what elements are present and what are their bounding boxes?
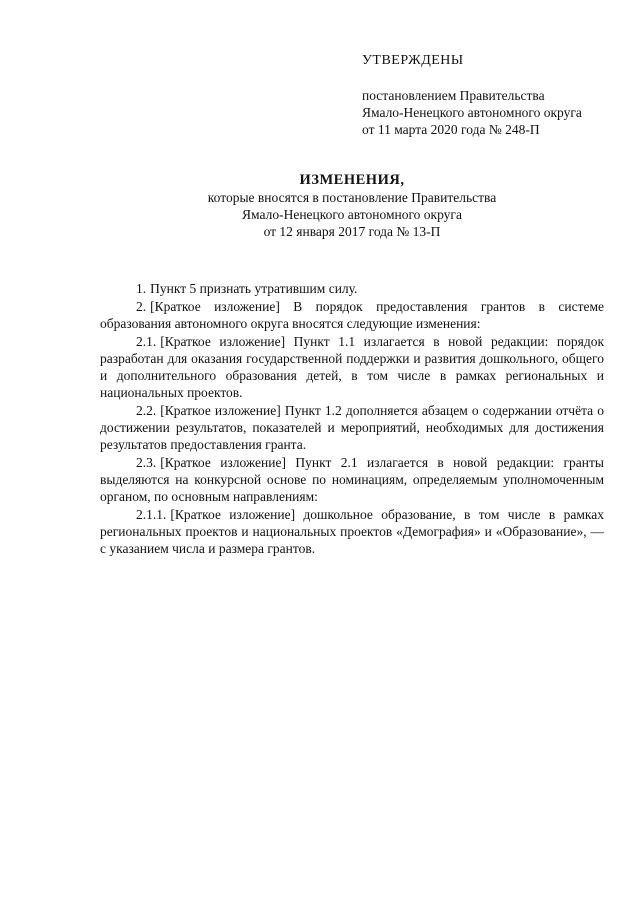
list-item [100, 333, 604, 401]
document-body [100, 280, 604, 557]
item-text: [Краткое изложение] Пункт 1.2 дополняется абзацем о содержании отчёта о достижении результатов, показателей и мероприятий, необходимых для достижения результатов предоставления гранта. [100, 403, 604, 452]
item-number: 2.3. [136, 455, 157, 470]
item-number: 2.1. [136, 334, 157, 349]
approval-block [362, 52, 602, 138]
document-heading [100, 172, 604, 240]
approval-line: Ямало-Ненецкого автономного округа [362, 105, 582, 120]
heading-line: которые вносятся в постановление Правительства [207, 190, 497, 205]
approval-line: от 11 марта 2020 года № 248-П [362, 122, 540, 137]
list-item [100, 280, 604, 297]
item-text: [Краткое изложение] Пункт 1.1 излагается в новой редакции: порядок разработан для оказания государственной поддержки и развития дошкольного, общего и дополнительного образования детей, в том числе в рамках региональных и национальных проектов. [100, 334, 604, 400]
item-number: 2.1.1. [136, 507, 167, 522]
item-text: [Краткое изложение] Пункт 2.1 излагается в новой редакции: гранты выделяются на конкурсной основе по номинациям, определяемым уполномоченным органом, по основным направлениям: [100, 455, 604, 504]
list-item [100, 298, 604, 332]
item-number: 1. [136, 281, 147, 296]
item-text: Пункт 5 признать утратившим силу. [150, 281, 358, 296]
item-text: [Краткое изложение] дошкольное образование, в том числе в рамках региональных проектов и национальных проектов «Демография» и «Образование», — с указанием числа и размера грантов. [100, 507, 604, 556]
item-text: [Краткое изложение] В порядок предоставления грантов в системе образования автономного округа вносятся следующие изменения: [100, 299, 604, 331]
approval-title: УТВЕРЖДЕНЫ [362, 53, 464, 68]
item-number: 2.2. [136, 403, 157, 418]
heading-line: от 12 января 2017 года № 13-П [263, 224, 441, 239]
item-number: 2. [136, 299, 147, 314]
heading-title: ИЗМЕНЕНИЯ, [299, 172, 405, 188]
list-item [100, 454, 604, 505]
approval-line: постановлением Правительства [362, 88, 545, 103]
heading-line: Ямало-Ненецкого автономного округа [242, 207, 462, 222]
list-item [100, 402, 604, 453]
list-item [100, 506, 604, 557]
